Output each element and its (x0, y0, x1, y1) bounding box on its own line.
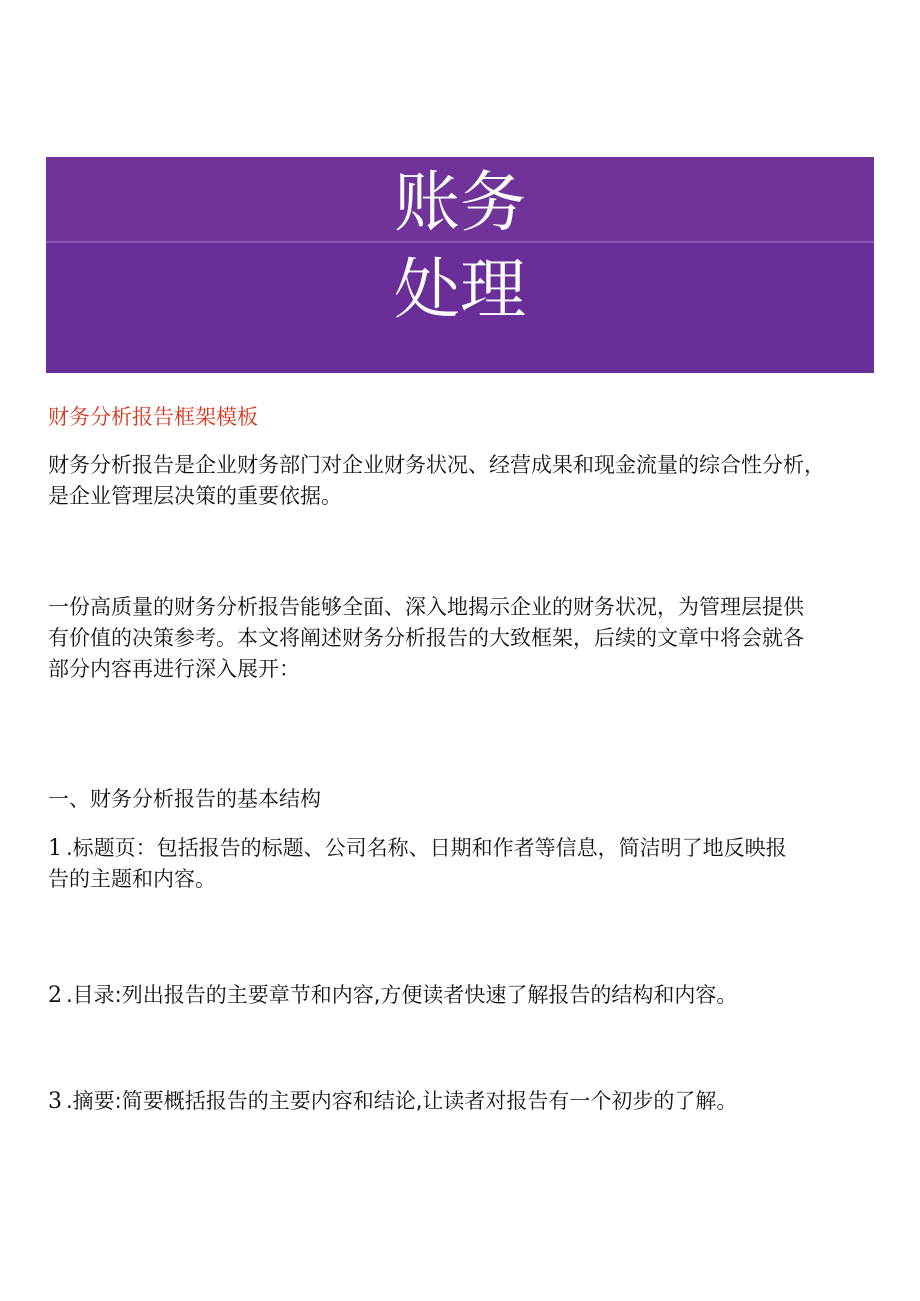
section-heading-text: 一、财务分析报告的基本结构 (48, 787, 321, 811)
intro-paragraph (48, 450, 880, 512)
list-item-text: .标题页：包括报告的标题、公司名称、日期和作者等信息，简洁明了地反映报 (66, 836, 787, 860)
list-item-line (48, 980, 880, 1011)
document-subtitle: 财务分析报告框架模板 (48, 405, 258, 429)
overview-line: 一份高质量的财务分析报告能够全面、深入地揭示企业的财务状况，为管理层提供 (48, 595, 804, 619)
overview-paragraph (48, 592, 880, 685)
title-banner (46, 157, 874, 373)
list-item (48, 833, 880, 895)
intro-line: 财务分析报告是企业财务部门对企业财务状况、经营成果和现金流量的综合性分析， (48, 453, 825, 477)
banner-title-line2: 处理 (394, 251, 526, 328)
list-item-line (48, 833, 880, 864)
list-item-line (48, 1086, 880, 1117)
overview-line: 有价值的决策参考。本文将阐述财务分析报告的大致框架，后续的文章中将会就各 (48, 626, 804, 650)
list-item-number: 3 (48, 1089, 62, 1114)
list-item-text: .目录:列出报告的主要章节和内容,方便读者快速了解报告的结构和内容。 (66, 983, 738, 1007)
list-item-number: 2 (48, 983, 62, 1008)
list-item-line: 告的主题和内容。 (48, 867, 216, 891)
intro-line: 是企业管理层决策的重要依据。 (48, 484, 342, 508)
list-item-text: .摘要:简要概括报告的主要内容和结论,让读者对报告有一个初步的了解。 (66, 1089, 738, 1113)
list-item-number: 1 (48, 836, 62, 861)
banner-title-line1: 账务 (394, 164, 526, 241)
overview-line: 部分内容再进行深入展开： (48, 657, 300, 681)
list-item (48, 1086, 880, 1117)
section-heading (48, 784, 880, 815)
list-item (48, 980, 880, 1011)
